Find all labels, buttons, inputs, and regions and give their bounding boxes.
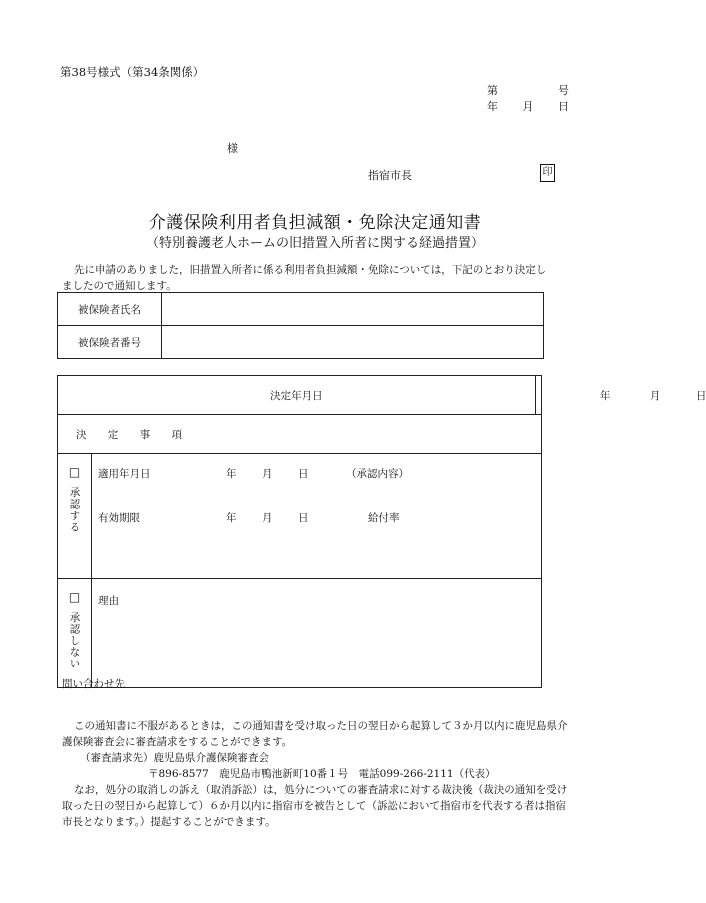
decision-table bbox=[57, 375, 706, 688]
approve-row bbox=[58, 454, 542, 579]
addressee-suffix: 様 bbox=[227, 142, 238, 155]
insured-person-table bbox=[57, 292, 544, 359]
appeal-notice bbox=[62, 718, 572, 830]
benefit-rate-label: 給付率 bbox=[368, 512, 400, 524]
decision-matters-label: 決 定 事 項 bbox=[58, 415, 542, 454]
document-title: 介護保険利用者負担減額・免除決定通知書 bbox=[148, 213, 482, 233]
reject-details bbox=[92, 579, 542, 688]
valid-day: 日 bbox=[298, 512, 309, 524]
approval-content-label: （承認内容） bbox=[346, 468, 409, 480]
valid-month: 月 bbox=[262, 512, 273, 524]
inquiry-label: 問い合わせ先 bbox=[62, 678, 125, 690]
issue-year: 年 bbox=[487, 100, 498, 113]
lawsuit-paragraph: なお，処分の取消しの訴え（取消訴訟）は，処分についての審査請求に対する裁決後（裁決の通知を受け取った日の翌日から起算して）６か月以内に指宿市を被告として（訴訟において指宿市を代表する者は指宿市長となります。）提起することができます。 bbox=[62, 784, 568, 828]
document-number bbox=[487, 82, 569, 98]
issue-date bbox=[487, 98, 569, 114]
decision-date-field[interactable] bbox=[535, 376, 706, 415]
appeal-paragraph: この通知書に不服があるときは，この通知書を受け取った日の翌日から起算して３か月以内に鹿児島県介護保険審査会に審査請求をすることができます。 bbox=[62, 720, 568, 748]
insured-number-row bbox=[58, 326, 544, 359]
issue-month: 月 bbox=[522, 100, 534, 113]
issuer-name: 指宿市長 bbox=[368, 169, 412, 182]
reject-checkbox[interactable]: □ bbox=[68, 590, 81, 604]
number-suffix: 号 bbox=[558, 84, 569, 97]
decision-day: 日 bbox=[695, 390, 706, 402]
appeal-address: 〒896-8577 鹿児島市鴨池新町10番１号 電話099-266-2111（代表） bbox=[148, 768, 496, 780]
reject-row bbox=[58, 579, 542, 688]
insured-number-field[interactable] bbox=[162, 326, 544, 359]
document-subtitle: （特別養護老人ホームの旧措置入所者に関する経過措置） bbox=[145, 236, 484, 251]
number-prefix: 第 bbox=[487, 84, 498, 97]
intro-text: 先に申請のありました，旧措置入所者に係る利用者負担減額・免除については，下記のとおり決定しましたので通知します。 bbox=[62, 264, 547, 292]
form-number: 第38号様式（第34条関係） bbox=[60, 65, 205, 79]
apply-day: 日 bbox=[298, 468, 309, 480]
decision-date-row bbox=[58, 376, 542, 415]
approve-label: 承認する bbox=[68, 487, 81, 533]
reject-label: 承認しない bbox=[68, 612, 81, 670]
apply-month: 月 bbox=[262, 468, 273, 480]
valid-period-label: 有効期限 bbox=[98, 512, 140, 524]
apply-date-label: 適用年月日 bbox=[98, 468, 151, 480]
decision-year: 年 bbox=[599, 390, 611, 402]
decision-month: 月 bbox=[649, 390, 661, 402]
decision-date-label: 決定年月日 bbox=[58, 376, 536, 415]
reason-label: 理由 bbox=[98, 595, 119, 607]
insured-name-label: 被保険者氏名 bbox=[58, 293, 162, 326]
appeal-request-to: （審査請求先）鹿児島県介護保険審査会 bbox=[80, 752, 269, 764]
valid-year: 年 bbox=[226, 512, 237, 524]
decision-matters-row bbox=[58, 415, 542, 454]
seal-mark: 印 bbox=[540, 164, 555, 182]
approve-option[interactable] bbox=[58, 454, 92, 579]
approve-details bbox=[92, 454, 542, 579]
approve-checkbox[interactable]: □ bbox=[68, 465, 81, 479]
apply-year: 年 bbox=[226, 468, 237, 480]
insured-number-label: 被保険者番号 bbox=[58, 326, 162, 359]
reject-option[interactable] bbox=[58, 579, 92, 688]
issue-day: 日 bbox=[558, 100, 569, 113]
insured-name-field[interactable] bbox=[162, 293, 544, 326]
insured-name-row bbox=[58, 293, 544, 326]
